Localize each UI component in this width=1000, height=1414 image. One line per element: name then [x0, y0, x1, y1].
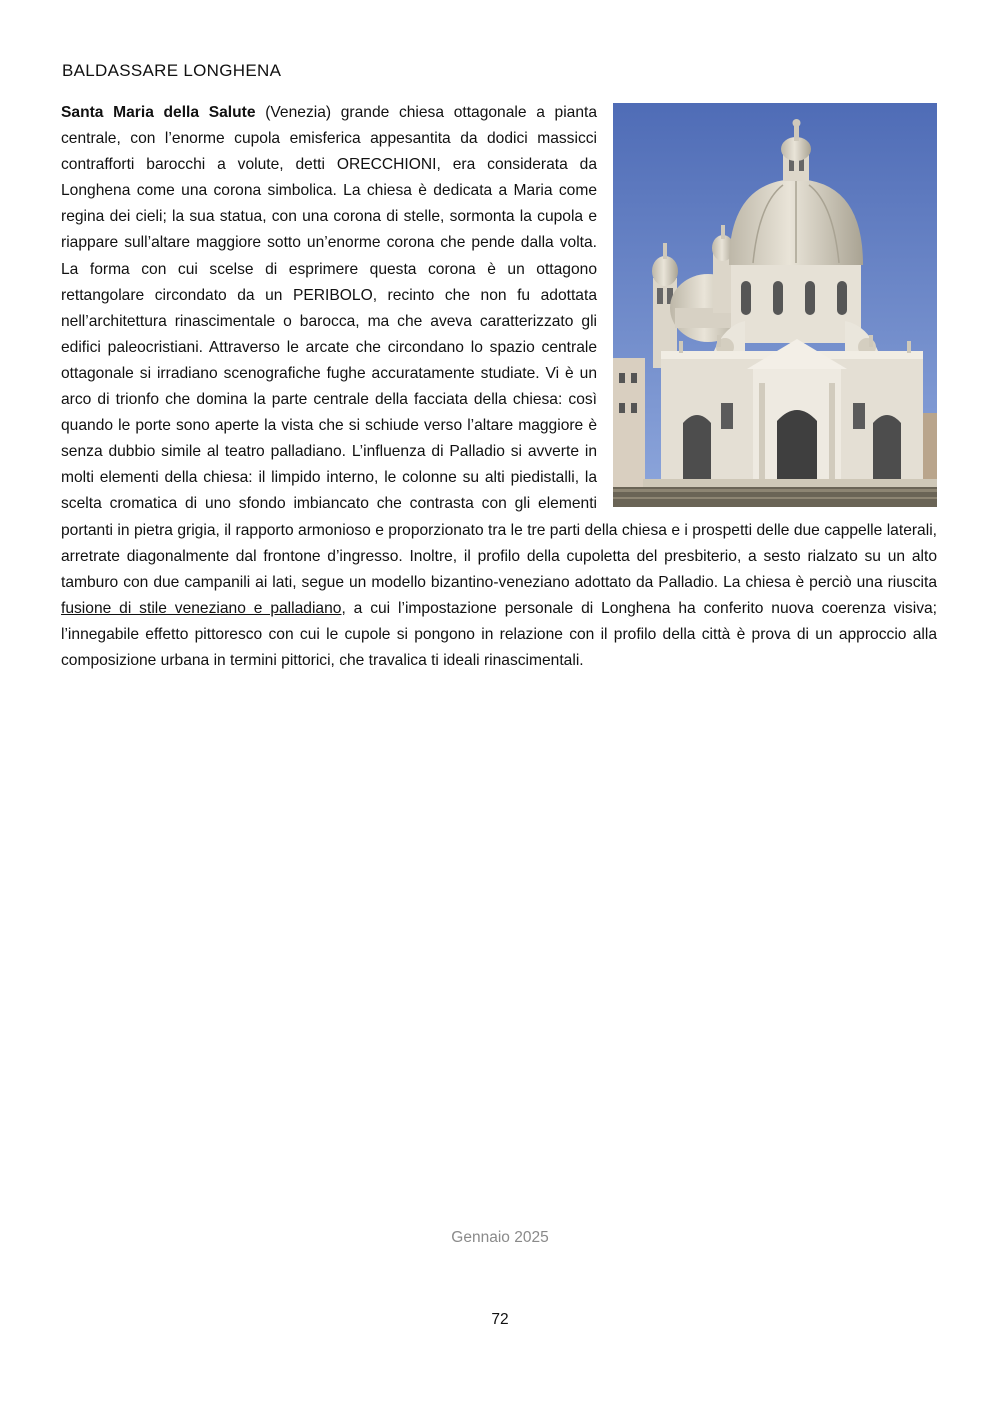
- church-photo: [613, 103, 937, 507]
- page-title: BALDASSARE LONGHENA: [62, 61, 282, 80]
- underlined-phrase: fusione di stile veneziano e palladiano: [61, 599, 342, 617]
- page-number: 72: [491, 1311, 509, 1328]
- footer-date: Gennaio 2025: [451, 1229, 549, 1246]
- lead-text: (Venezia) grande chiesa ottagonale a pianta centrale, con l’enorme cupola emisferica appesantita da dodici massicci contrafforti barocchi a volute, detti ORECCHIONI, era considerata da Longhena come una corona simbolica. La chiesa è dedicata a Maria come regina dei cieli; la sua statua, con una corona di stelle, sormonta la cupola e riappare sull’altare maggiore sotto un’enorme corona che pende dalla volta. La forma con cui scelse di esprimere questa corona è un ottagono rettangolare circondato da un PERIBOLO, recinto che non fu adottata nell’architettura rinascimentale o barocca, ma che aveva caratterizzato gli edifici paleocristiani. Attraverso le arcate che circondano lo spazio centrale ottagonale si irradiano scenografiche fughe accuratamente studiate. Vi è un arco di trionfo che domina la parte centrale della facciata della chiesa: così quando le porte sono aperte la vista che si schiude verso l’altare maggiore è senza dubbio simile al teatro palladiano. L’influenza di Palladio si avverte in molti elementi della chiesa: il limpido interno, le colonne su alti piedistalli, la scelta cromatica di uno sfondo imbiancato che contrasta con gli elementi portanti in pietra grigia, il rapporto armonioso e proporzionato tra le tre parti della chiesa e i prospetti delle due cappelle laterali, arretrate diagonalmente dal frontone d’ingresso. Inoltre, il profilo della cupoletta del presbiterio, a sesto rialzato su un alto tamburo con due campanili ai lati, segue un modello bizantino-veneziano adottato da Palladio. La chiesa è perciò una riuscita: [61, 104, 937, 591]
- lead-title: Santa Maria della Salute: [61, 104, 256, 121]
- article-body: [61, 100, 937, 674]
- closing-text: , a cui l’impostazione personale di Longhena ha conferito nuova coerenza visiva; l’innegabile effetto pittoresco con cui le cupole si pongono in relazione con il profilo della città è prova di un approccio alla composizione urbana in termini pittorici, che travalica ti ideali rinascimentali.: [61, 599, 937, 669]
